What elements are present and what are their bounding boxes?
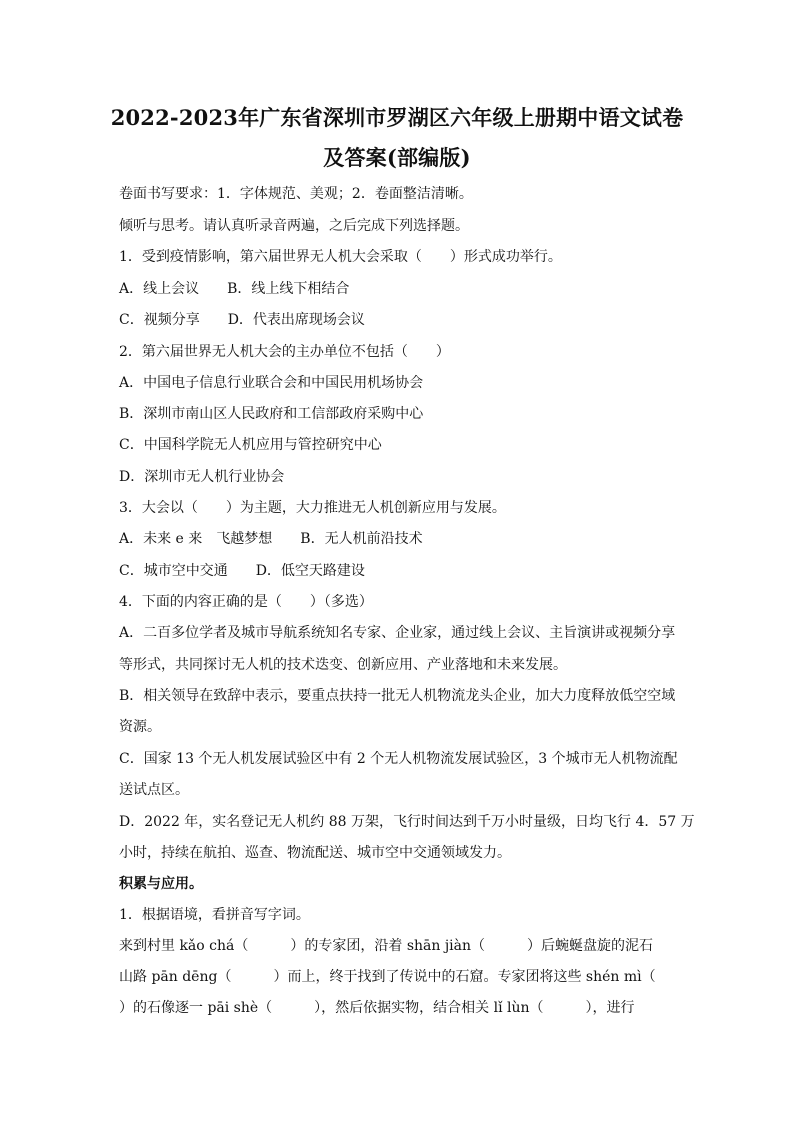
pinyin-passage-line-3: ）的石像逐一 pāi shè（ ），然后依据实物，结合相关 lǐ lùn（ ），进行 — [119, 1000, 635, 1016]
question-1-options-ab: A．线上会议 B．线上线下相结合 — [119, 281, 350, 297]
question-4-option-c: C．国家 13 个无人机发展试验区中有 2 个无人机物流发展试验区，3 个城市无人机物流配 — [119, 751, 678, 767]
question-2: 2．第六届世界无人机大会的主办单位不包括（ ） — [119, 344, 450, 360]
question-4-option-c-cont: 送试点区。 — [119, 782, 189, 798]
document-title-line-2: 及答案(部编版) — [323, 145, 471, 170]
pinyin-passage-line-2: 山路 pān dēng（ ）而上，终于找到了传说中的石窟。专家团将这些 shén mì（ — [119, 969, 656, 985]
question-4-option-a-cont: 等形式，共同探讨无人机的技术迭变、创新应用、产业落地和未来发展。 — [119, 657, 567, 673]
pinyin-passage-line-1: 来到村里 kǎo chá（ ）的专家团，沿着 shān jiàn（ ）后蜿蜒盘旋的泥石 — [119, 938, 654, 954]
question-2-option-a: A．中国电子信息行业联合会和中国民用机场协会 — [119, 375, 424, 391]
section-accumulation-heading: 积累与应用。 — [119, 876, 203, 892]
accumulation-question-1: 1．根据语境，看拼音写字词。 — [119, 907, 310, 923]
question-4-option-d: D．2022 年，实名登记无人机约 88 万架，飞行时间达到千万小时量级，日均飞行 4．57 万 — [119, 814, 695, 830]
question-1: 1．受到疫情影响，第六届世界无人机大会采取（ ）形式成功举行。 — [119, 249, 562, 265]
question-1-options-cd: C．视频分享 D．代表出席现场会议 — [119, 312, 365, 328]
question-3-options-ab: A．未来 e 来 飞越梦想 B．无人机前沿技术 — [119, 531, 423, 547]
paper-instruction: 卷面书写要求：1．字体规范、美观；2．卷面整洁清晰。 — [119, 186, 473, 202]
question-4-option-b-cont: 资源。 — [119, 719, 161, 735]
question-4-option-a: A．二百多位学者及城市导航系统知名专家、企业家，通过线上会议、主旨演讲或视频分享 — [119, 625, 676, 641]
question-2-option-d: D．深圳市无人机行业协会 — [119, 469, 285, 485]
question-3-options-cd: C．城市空中交通 D．低空天路建设 — [119, 563, 365, 579]
document-title-line-1: 2022-2023年广东省深圳市罗湖区六年级上册期中语文试卷 — [110, 105, 684, 130]
question-4-option-d-cont: 小时，持续在航拍、巡查、物流配送、城市空中交通领域发力。 — [119, 845, 511, 861]
question-3: 3．大会以（ ）为主题，大力推进无人机创新应用与发展。 — [119, 500, 506, 516]
question-4-option-b: B．相关领导在致辞中表示，要重点扶持一批无人机物流龙头企业，加大力度释放低空空域 — [119, 688, 676, 704]
question-2-option-b: B．深圳市南山区人民政府和工信部政府采购中心 — [119, 406, 424, 422]
question-4: 4．下面的内容正确的是（ ）（多选） — [119, 594, 373, 610]
section-listening-heading: 倾听与思考。请认真听录音两遍，之后完成下列选择题。 — [119, 218, 469, 234]
question-2-option-c: C．中国科学院无人机应用与管控研究中心 — [119, 437, 382, 453]
